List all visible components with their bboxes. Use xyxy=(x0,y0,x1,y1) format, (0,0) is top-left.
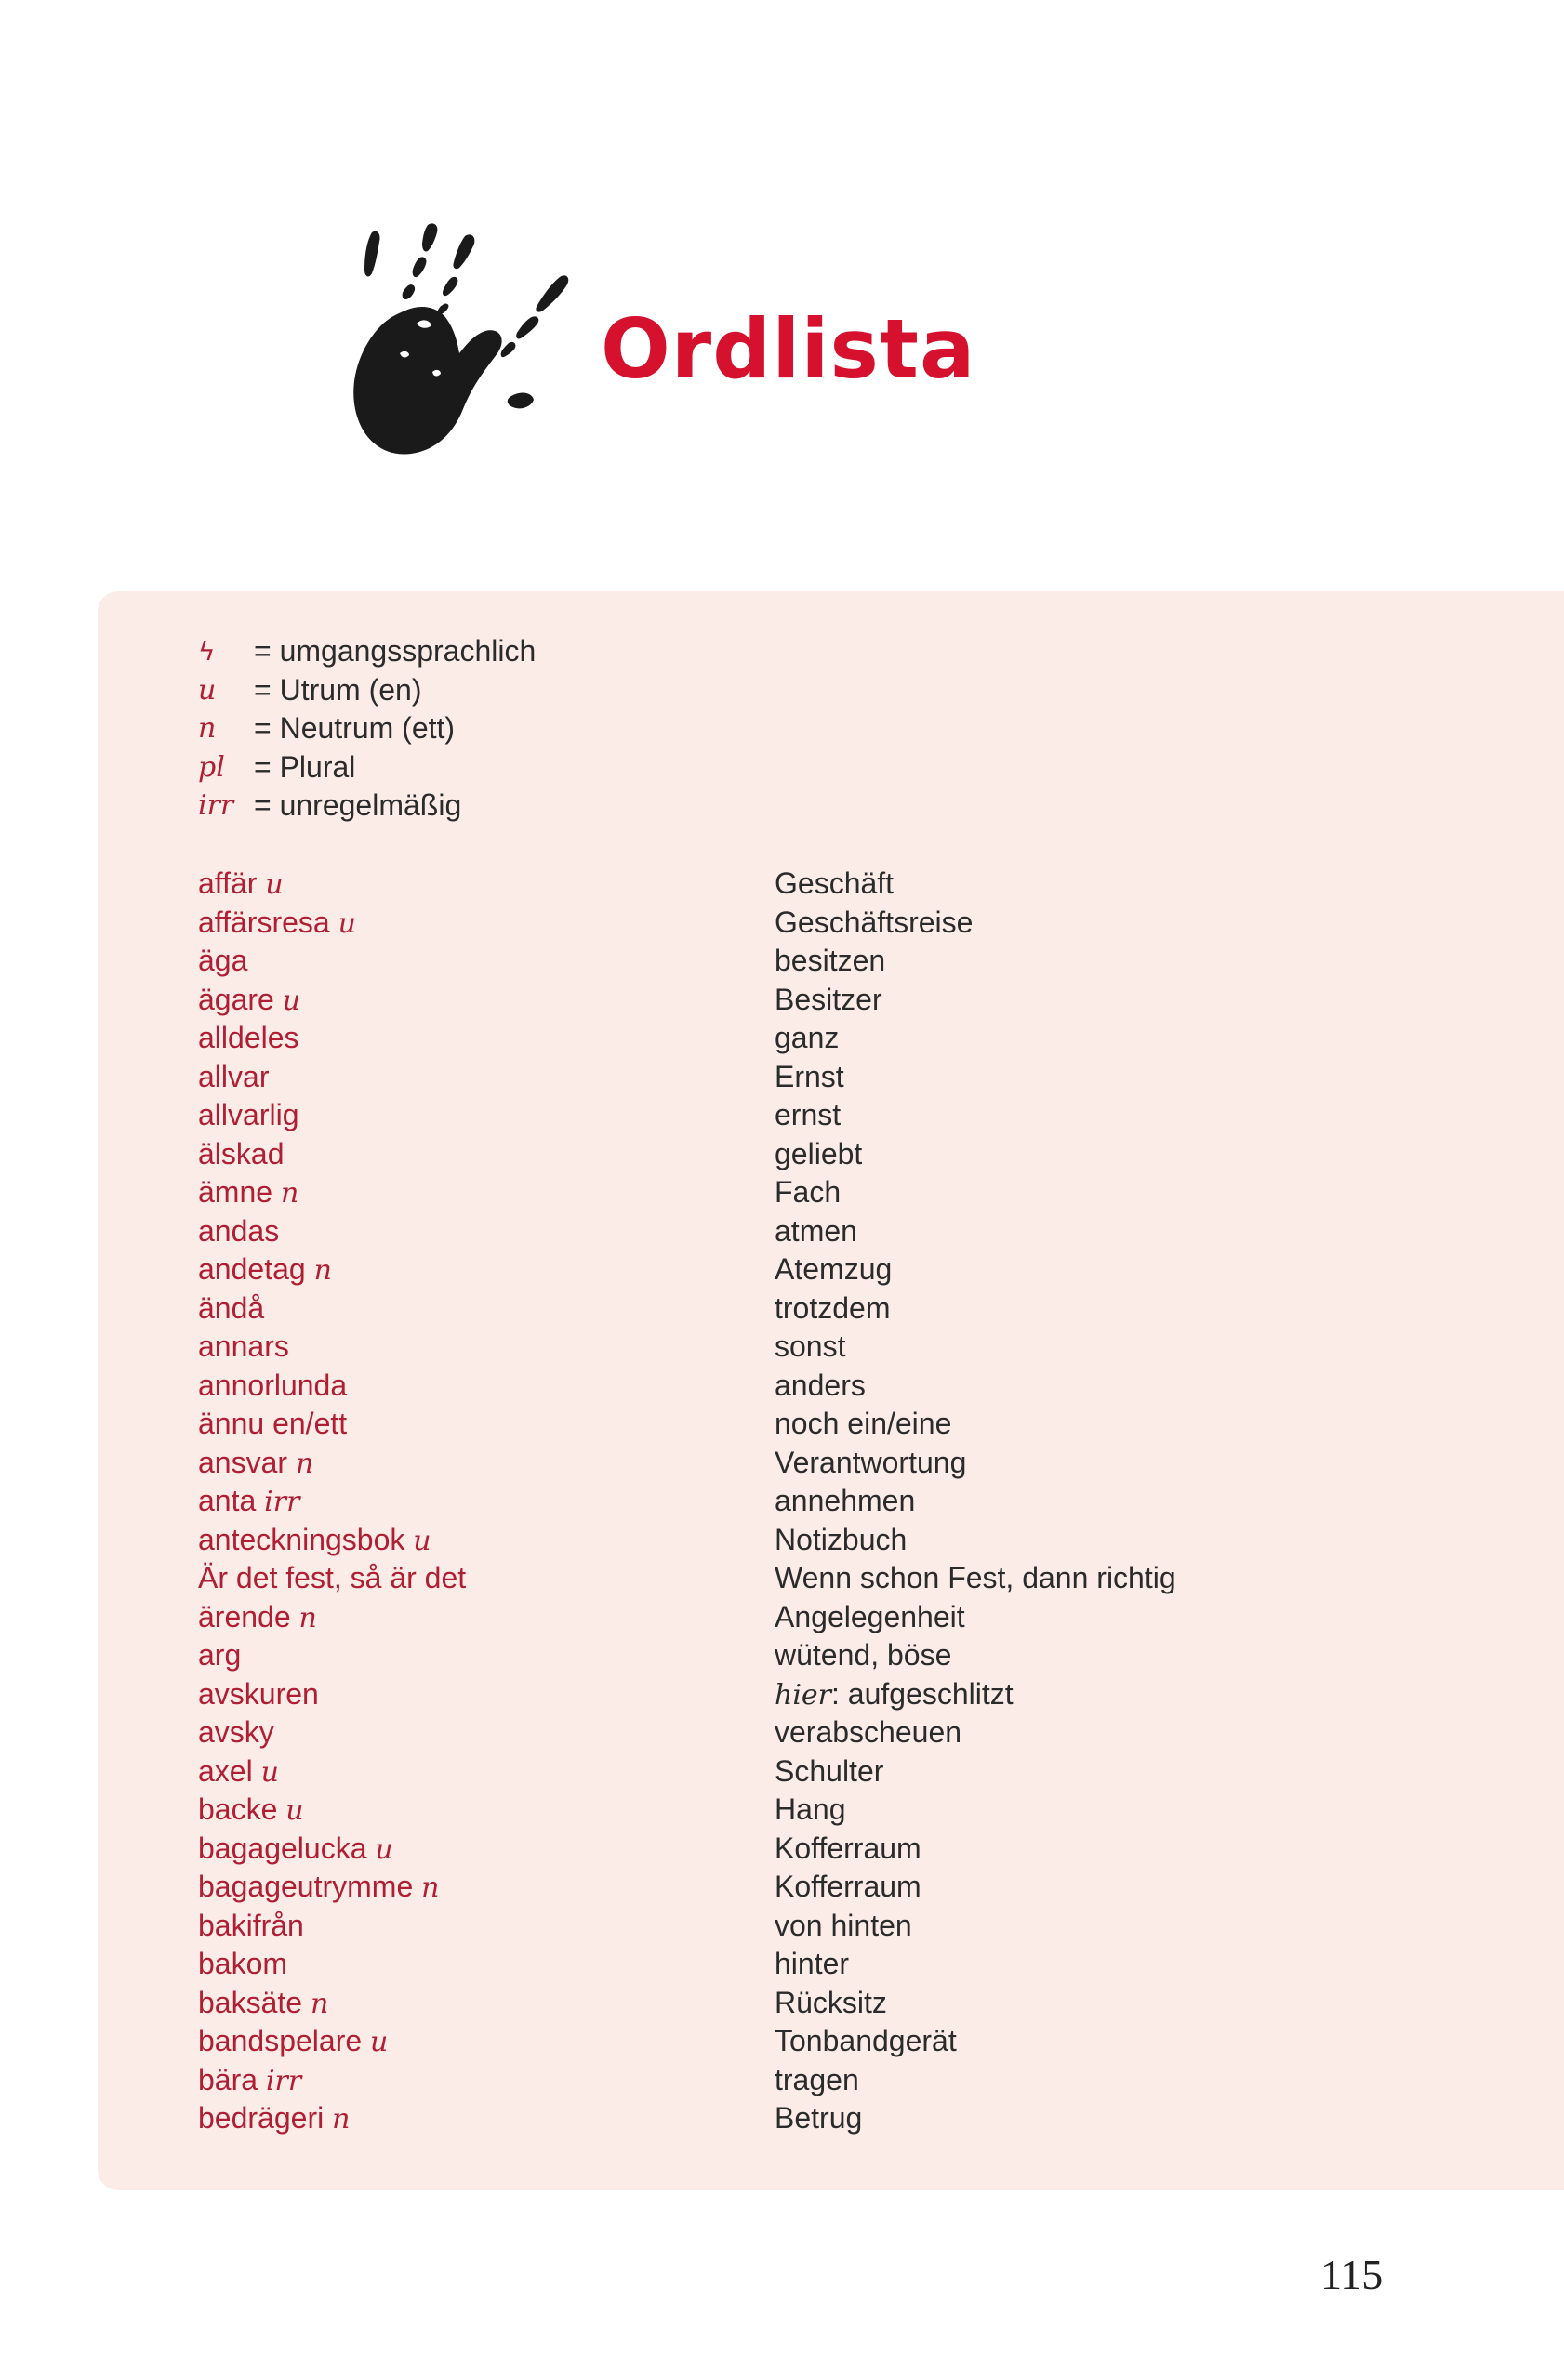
german-word: Geschäftsreise xyxy=(775,905,974,939)
swedish-word: affärsresa xyxy=(198,905,330,939)
grammar-tag: n xyxy=(298,1601,317,1634)
grammar-tag: u xyxy=(375,1832,393,1866)
german-translation xyxy=(775,1947,849,1981)
german-translation xyxy=(775,1214,857,1249)
german-translation xyxy=(775,1098,841,1132)
swedish-word: bagageutrymme xyxy=(198,1870,414,1904)
swedish-term xyxy=(198,1175,775,1210)
swedish-word: ärende xyxy=(198,1599,291,1633)
swedish-term xyxy=(198,1446,775,1480)
swedish-word: ämne xyxy=(198,1175,273,1210)
swedish-term xyxy=(198,1291,775,1326)
legend-item xyxy=(198,748,536,787)
german-word: besitzen xyxy=(775,944,886,978)
german-word: Fach xyxy=(775,1175,842,1210)
swedish-term xyxy=(198,1600,775,1634)
german-translation xyxy=(775,983,882,1017)
german-translation xyxy=(775,1484,915,1518)
grammar-tag: u xyxy=(282,984,301,1017)
vocab-entry xyxy=(198,1482,1407,1521)
german-word: Betrug xyxy=(775,2101,863,2135)
vocab-entry xyxy=(198,1675,1407,1714)
vocab-entry xyxy=(198,1212,1407,1251)
swedish-term xyxy=(198,1098,775,1132)
swedish-word: bära xyxy=(198,2062,258,2096)
vocab-entry xyxy=(198,1019,1407,1058)
swedish-term xyxy=(198,1329,775,1364)
german-word: von hinten xyxy=(775,1908,912,1942)
german-word: Geschäft xyxy=(775,866,895,901)
german-translation xyxy=(775,1329,845,1364)
vocab-entry xyxy=(198,2061,1407,2100)
grammar-tag: u xyxy=(265,868,284,902)
german-word: noch ein/eine xyxy=(775,1407,952,1441)
swedish-term xyxy=(198,1870,775,1904)
german-word: verabscheuen xyxy=(775,1715,962,1750)
swedish-term xyxy=(198,944,775,978)
swedish-word: backe xyxy=(198,1792,278,1827)
vocab-entry xyxy=(198,1058,1407,1097)
vocabulary-list xyxy=(198,865,1407,2138)
swedish-term xyxy=(198,1368,775,1403)
swedish-term xyxy=(198,1523,775,1557)
swedish-word: arg xyxy=(198,1638,242,1673)
legend-abbreviation: pl xyxy=(198,750,225,784)
vocab-entry xyxy=(198,1752,1407,1792)
german-translation xyxy=(775,2024,957,2058)
legend-abbreviation: n xyxy=(198,712,217,746)
swedish-term xyxy=(198,1214,775,1249)
legend-description: = Utrum (en) xyxy=(254,672,422,707)
german-word: Notizbuch xyxy=(775,1522,908,1556)
german-translation xyxy=(775,1137,862,1171)
swedish-word: allvarlig xyxy=(198,1098,299,1132)
german-translation xyxy=(775,1600,965,1634)
swedish-word: bakifrån xyxy=(198,1908,304,1942)
german-word: ernst xyxy=(775,1098,842,1132)
swedish-term xyxy=(198,1561,775,1595)
german-translation xyxy=(775,1677,1014,1712)
vocab-entry xyxy=(198,1096,1407,1135)
german-word: trotzdem xyxy=(775,1290,891,1325)
swedish-term xyxy=(198,1715,775,1750)
german-translation xyxy=(775,1060,844,1094)
swedish-term xyxy=(198,1947,775,1981)
german-translation xyxy=(775,1407,951,1441)
german-word: sonst xyxy=(775,1329,846,1364)
swedish-word: ägare xyxy=(198,982,274,1016)
swedish-word: ännu en/ett xyxy=(198,1407,348,1441)
german-translation xyxy=(775,906,973,940)
german-word: Wenn schon Fest, dann richtig xyxy=(775,1561,1176,1595)
vocab-entry xyxy=(198,1135,1407,1174)
vocab-entry xyxy=(198,1907,1407,1946)
swedish-term xyxy=(198,1831,775,1866)
swedish-word: annars xyxy=(198,1329,289,1364)
vocab-entry xyxy=(198,1250,1407,1289)
header xyxy=(344,214,995,465)
swedish-word: bedrägeri xyxy=(198,2101,325,2135)
grammar-tag: u xyxy=(370,2026,389,2059)
german-word: Kofferraum xyxy=(775,1870,921,1904)
german-translation xyxy=(775,1291,890,1326)
legend-abbreviation: u xyxy=(198,673,217,707)
legend-abbreviation: ϟ xyxy=(198,636,216,668)
german-translation xyxy=(775,1792,846,1827)
german-word: wütend, böse xyxy=(775,1638,952,1673)
german-word: annehmen xyxy=(775,1484,916,1518)
vocab-entry xyxy=(198,1598,1407,1637)
legend-abbreviation: irr xyxy=(198,789,234,823)
german-translation xyxy=(775,1252,892,1287)
german-translation xyxy=(775,1175,841,1210)
german-word: Verantwortung xyxy=(775,1445,967,1479)
page-number: 115 xyxy=(1320,2251,1384,2298)
german-word: tragen xyxy=(775,2062,859,2096)
abbreviation-legend xyxy=(198,632,536,826)
grammar-tag: irr xyxy=(265,2064,302,2097)
swedish-term xyxy=(198,1638,775,1673)
vocab-entry xyxy=(198,1521,1407,1560)
swedish-word: ansvar xyxy=(198,1445,288,1479)
swedish-word: anteckningsbok xyxy=(198,1522,405,1556)
vocab-entry xyxy=(198,2022,1407,2061)
swedish-word: avskuren xyxy=(198,1676,319,1711)
swedish-word: avsky xyxy=(198,1715,274,1750)
legend-item xyxy=(198,709,536,748)
vocab-entry xyxy=(198,1559,1407,1598)
german-translation xyxy=(775,1021,839,1055)
grammar-tag: u xyxy=(285,1794,304,1828)
vocab-entry xyxy=(198,981,1407,1020)
vocab-entry xyxy=(198,1444,1407,1483)
german-word: Kofferraum xyxy=(775,1831,921,1865)
german-word: atmen xyxy=(775,1213,857,1248)
swedish-term xyxy=(198,1484,775,1518)
german-translation xyxy=(775,1754,883,1789)
swedish-word: bagagelucka xyxy=(198,1831,367,1865)
legend-item xyxy=(198,787,536,826)
german-translation xyxy=(775,1909,912,1943)
grammar-tag: n xyxy=(280,1177,299,1210)
grammar-tag: u xyxy=(413,1524,431,1557)
german-translation xyxy=(775,1831,921,1866)
swedish-term xyxy=(198,1252,775,1287)
german-word: Rücksitz xyxy=(775,1985,887,2019)
german-translation xyxy=(775,2101,862,2135)
grammar-tag: u xyxy=(260,1755,279,1789)
vocab-entry xyxy=(198,1830,1407,1869)
swedish-word: älskad xyxy=(198,1136,285,1170)
vocab-entry xyxy=(198,942,1407,981)
vocab-entry xyxy=(198,1328,1407,1367)
swedish-term xyxy=(198,1677,775,1712)
german-translation xyxy=(775,1368,866,1403)
german-word: anders xyxy=(775,1368,866,1402)
german-translation xyxy=(775,1446,966,1480)
swedish-term xyxy=(198,1986,775,2020)
swedish-term xyxy=(198,1407,775,1441)
vocab-entry xyxy=(198,2099,1407,2138)
swedish-term xyxy=(198,1137,775,1171)
german-translation xyxy=(775,1523,907,1557)
swedish-word: anta xyxy=(198,1484,257,1518)
vocab-entry xyxy=(198,1173,1407,1212)
german-word: Tonbandgerät xyxy=(775,2024,957,2058)
german-word: ganz xyxy=(775,1021,840,1055)
swedish-word: bandspelare xyxy=(198,2024,363,2058)
grammar-tag: n xyxy=(332,2103,351,2136)
vocab-entry xyxy=(198,865,1407,904)
german-translation xyxy=(775,866,894,901)
page-title: Ordlista xyxy=(601,301,976,397)
legend-item xyxy=(198,671,536,710)
legend-description: = Plural xyxy=(254,749,356,784)
swedish-word: affär xyxy=(198,866,258,901)
swedish-word: axel xyxy=(198,1753,253,1788)
grammar-tag: n xyxy=(310,1987,329,2020)
german-word: hinter xyxy=(775,1947,850,1981)
legend-description: = unregelmäßig xyxy=(254,788,462,823)
grammar-tag: n xyxy=(313,1254,332,1288)
vocab-entry xyxy=(198,1868,1407,1907)
vocab-entry xyxy=(198,1984,1407,2023)
vocab-entry xyxy=(198,1289,1407,1329)
swedish-word: andetag xyxy=(198,1252,306,1287)
german-word: Hang xyxy=(775,1792,846,1827)
usage-note: hier xyxy=(775,1678,832,1712)
swedish-term xyxy=(198,906,775,940)
german-translation xyxy=(775,1715,961,1750)
legend-description: = umgangssprachlich xyxy=(254,634,537,668)
swedish-word: bakom xyxy=(198,1947,288,1981)
swedish-word: baksäte xyxy=(198,1985,303,2019)
vocab-entry xyxy=(198,1636,1407,1675)
vocab-entry xyxy=(198,1791,1407,1830)
swedish-word: ändå xyxy=(198,1290,265,1325)
swedish-term xyxy=(198,983,775,1017)
legend-description: = Neutrum (ett) xyxy=(254,711,456,746)
german-translation xyxy=(775,944,885,978)
swedish-term xyxy=(198,1754,775,1789)
german-word: Atemzug xyxy=(775,1252,893,1287)
swedish-term xyxy=(198,1060,775,1094)
german-translation xyxy=(775,1561,1176,1595)
swedish-term xyxy=(198,1792,775,1827)
german-word: geliebt xyxy=(775,1136,863,1170)
handprint-icon xyxy=(344,214,595,465)
swedish-term xyxy=(198,2024,775,2058)
german-word: : aufgeschlitzt xyxy=(831,1676,1014,1711)
swedish-word: allvar xyxy=(198,1059,270,1093)
vocab-entry xyxy=(198,1945,1407,1984)
swedish-term xyxy=(198,866,775,901)
german-word: Besitzer xyxy=(775,982,882,1016)
grammar-tag: n xyxy=(421,1871,440,1905)
german-word: Angelegenheit xyxy=(775,1599,965,1633)
vocabulary-panel xyxy=(98,591,1564,2190)
grammar-tag: irr xyxy=(264,1486,300,1519)
swedish-word: Är det fest, så är det xyxy=(198,1561,467,1595)
grammar-tag: u xyxy=(338,906,356,940)
german-word: Ernst xyxy=(775,1059,844,1093)
swedish-term xyxy=(198,1909,775,1943)
swedish-word: annorlunda xyxy=(198,1368,348,1402)
vocab-entry xyxy=(198,1367,1407,1406)
german-translation xyxy=(775,1638,951,1673)
vocab-entry xyxy=(198,904,1407,943)
swedish-word: äga xyxy=(198,944,248,978)
vocab-entry xyxy=(198,1405,1407,1444)
legend-item xyxy=(198,632,536,671)
german-word: Schulter xyxy=(775,1753,884,1788)
swedish-word: andas xyxy=(198,1213,280,1248)
vocab-entry xyxy=(198,1713,1407,1752)
german-translation xyxy=(775,1986,887,2020)
swedish-term xyxy=(198,2101,775,2135)
german-translation xyxy=(775,2063,859,2097)
german-translation xyxy=(775,1870,921,1904)
swedish-word: alldeles xyxy=(198,1021,299,1055)
grammar-tag: n xyxy=(295,1447,314,1480)
swedish-term xyxy=(198,2063,775,2097)
swedish-term xyxy=(198,1021,775,1055)
